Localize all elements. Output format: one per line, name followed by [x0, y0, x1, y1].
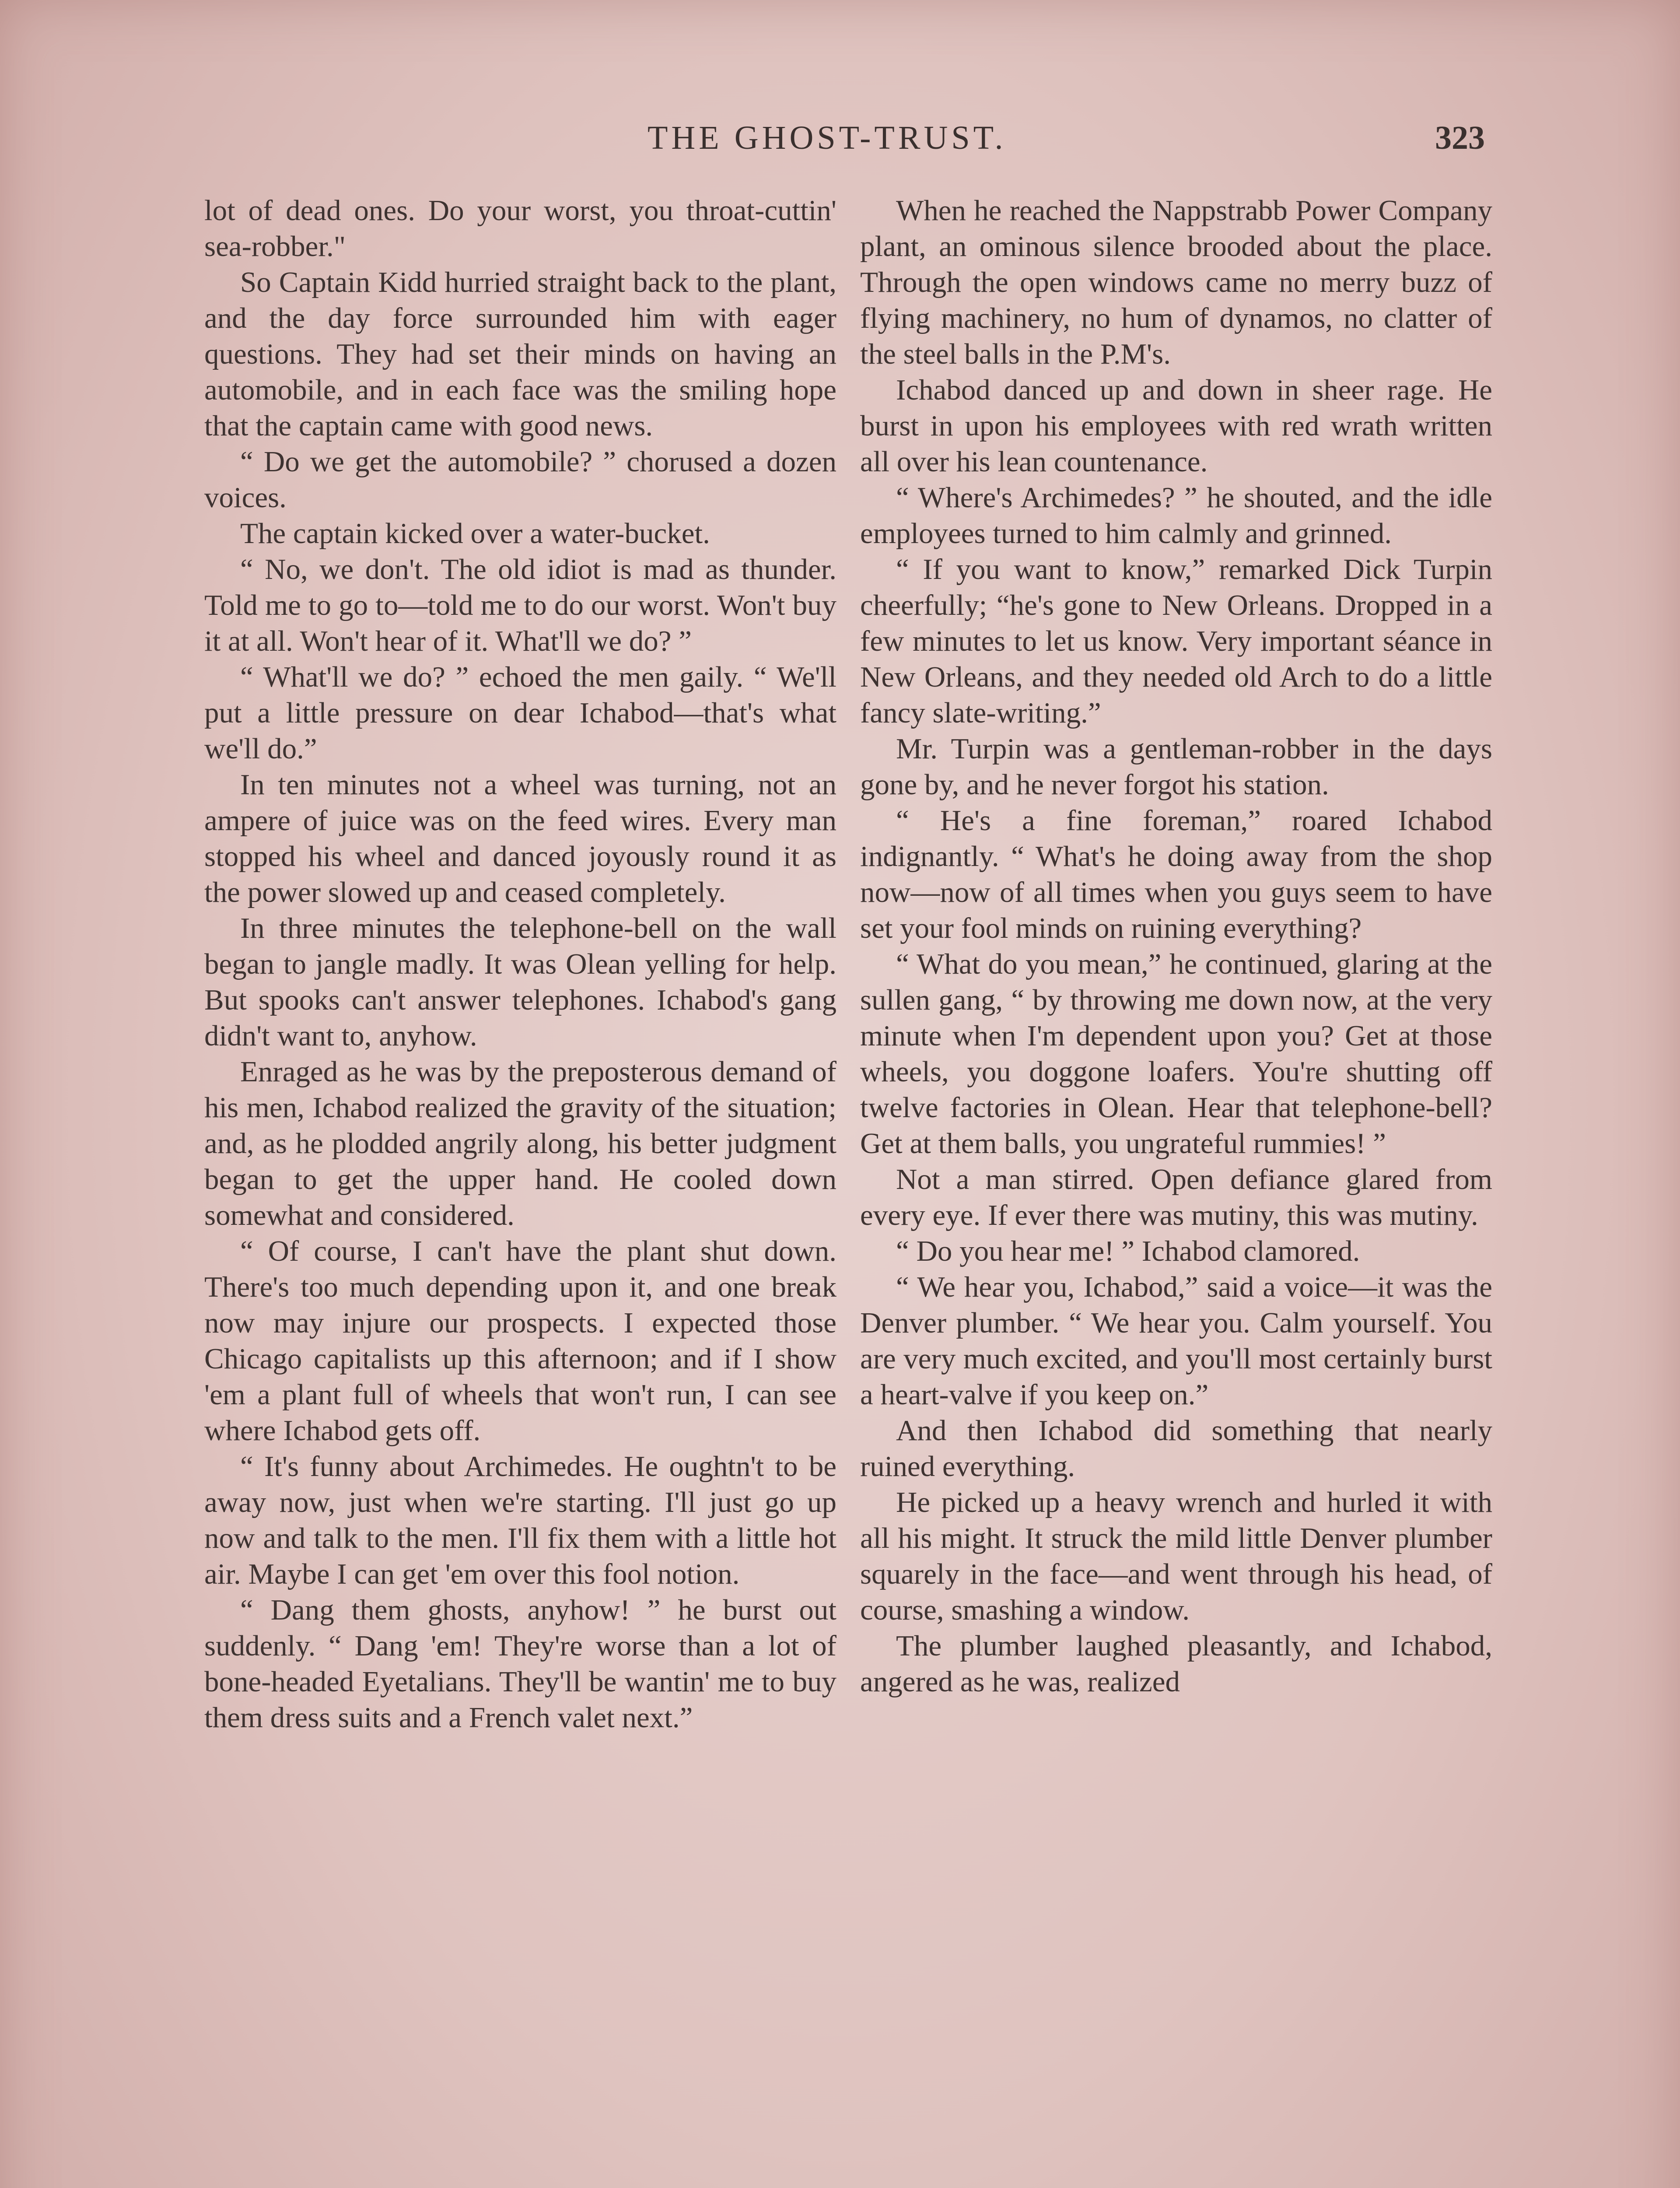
- paragraph: And then Ichabod did something that nearly ruined everything.: [860, 1414, 1492, 1483]
- paragraph: In three minutes the telephone-bell on the wall began to jangle madly. It was Olean yelling for help. But spooks can't answer telephones. Ichabod's gang didn't want to, anyhow.: [204, 912, 836, 1052]
- paragraph: “ What do you mean,” he continued, glaring at the sullen gang, “ by throwing me down now, at the very minute when I'm dependent upon you? Get at those wheels, you doggone loafers. You're shutting off twelve factories in Olean. Hear that telephone-bell? Get at them balls, you ungrateful rummies! ”: [860, 948, 1492, 1160]
- paragraph: “ Do we get the automobile? ” chorused a dozen voices.: [204, 445, 836, 514]
- paragraph: “ He's a fine foreman,” roared Ichabod indignantly. “ What's he doing away from the shop now—now of all times when you guys seem to have set your fool minds on ruining everything?: [860, 804, 1492, 944]
- paragraph: “ It's funny about Archimedes. He oughtn't to be away now, just when we're starting. I'll just go up now and talk to the men. I'll fix them with a little hot air. Maybe I can get 'em over this fool notion.: [204, 1450, 836, 1590]
- paragraph: The plumber laughed pleasantly, and Ichabod, angered as he was, realized: [860, 1630, 1492, 1698]
- running-title: THE GHOST-TRUST.: [648, 119, 1007, 156]
- paragraph: Mr. Turpin was a gentleman-robber in the days gone by, and he never forgot his station.: [860, 733, 1492, 801]
- paragraph: Not a man stirred. Open defiance glared from every eye. If ever there was mutiny, this was mutiny.: [860, 1163, 1492, 1231]
- right-text-column: [860, 193, 1492, 1700]
- left-text-column: [204, 193, 836, 1736]
- paragraph: “ No, we don't. The old idiot is mad as thunder. Told me to go to—told me to do our worst. Won't buy it at all. Won't hear of it. What'll we do? ”: [204, 553, 836, 657]
- paragraph: The captain kicked over a water-bucket.: [240, 517, 710, 550]
- paragraph: Ichabod danced up and down in sheer rage. He burst in upon his employees with red wrath written all over his lean countenance.: [860, 374, 1492, 478]
- paragraph: So Captain Kidd hurried straight back to the plant, and the day force surrounded him with eager questions. They had set their minds on having an automobile, and in each face was the smiling hope that the captain came with good news.: [204, 266, 836, 442]
- paragraph: “ If you want to know,” remarked Dick Turpin cheerfully; “he's gone to New Orleans. Dropped in a few minutes to let us know. Very important séance in New Orleans, and they needed old Arch to do a little fancy slate-writing.”: [860, 553, 1492, 729]
- paragraph: “ Where's Archimedes? ” he shouted, and the idle employees turned to him calmly and grinned.: [860, 481, 1492, 550]
- paragraph: “ We hear you, Ichabod,” said a voice—it was the Denver plumber. “ We hear you. Calm yourself. You are very much excited, and you'll most certainly burst a heart-valve if you keep on.”: [860, 1271, 1492, 1411]
- paragraph: “ Of course, I can't have the plant shut down. There's too much depending upon it, and one break now may injure our prospects. I expected those Chicago capitalists up this afternoon; and if I show 'em a plant full of wheels that won't run, I can see where Ichabod gets off.: [204, 1235, 836, 1447]
- paragraph: “ Do you hear me! ” Ichabod clamored.: [896, 1235, 1360, 1267]
- paragraph: Enraged as he was by the preposterous demand of his men, Ichabod realized the gravity of the situation; and, as he plodded angrily along, his better judgment began to get the upper hand. He cooled down somewhat and considered.: [204, 1055, 836, 1231]
- paragraph: lot of dead ones. Do your worst, you throat-cuttin' sea-robber.": [204, 194, 836, 263]
- paragraph: When he reached the Nappstrabb Power Company plant, an ominous silence brooded about the place. Through the open windows came no merry buzz of flying machinery, no hum of dynamos, no clatter of the steel balls in the P.M's.: [860, 194, 1492, 370]
- paragraph: He picked up a heavy wrench and hurled it with all his might. It struck the mild little Denver plumber squarely in the face—and went through his head, of course, smashing a window.: [860, 1486, 1492, 1626]
- page-number: 323: [1435, 119, 1485, 156]
- paragraph: “ What'll we do? ” echoed the men gaily. “ We'll put a little pressure on dear Ichabod—that's what we'll do.”: [204, 661, 836, 765]
- paragraph: In ten minutes not a wheel was turning, not an ampere of juice was on the feed wires. Every man stopped his wheel and danced joyously round it as the power slowed up and ceased completely.: [204, 768, 836, 908]
- paragraph: “ Dang them ghosts, anyhow! ” he burst out suddenly. “ Dang 'em! They're worse than a lot of bone-headed Eyetalians. They'll be wantin' me to buy them dress suits and a French valet next.”: [204, 1594, 836, 1734]
